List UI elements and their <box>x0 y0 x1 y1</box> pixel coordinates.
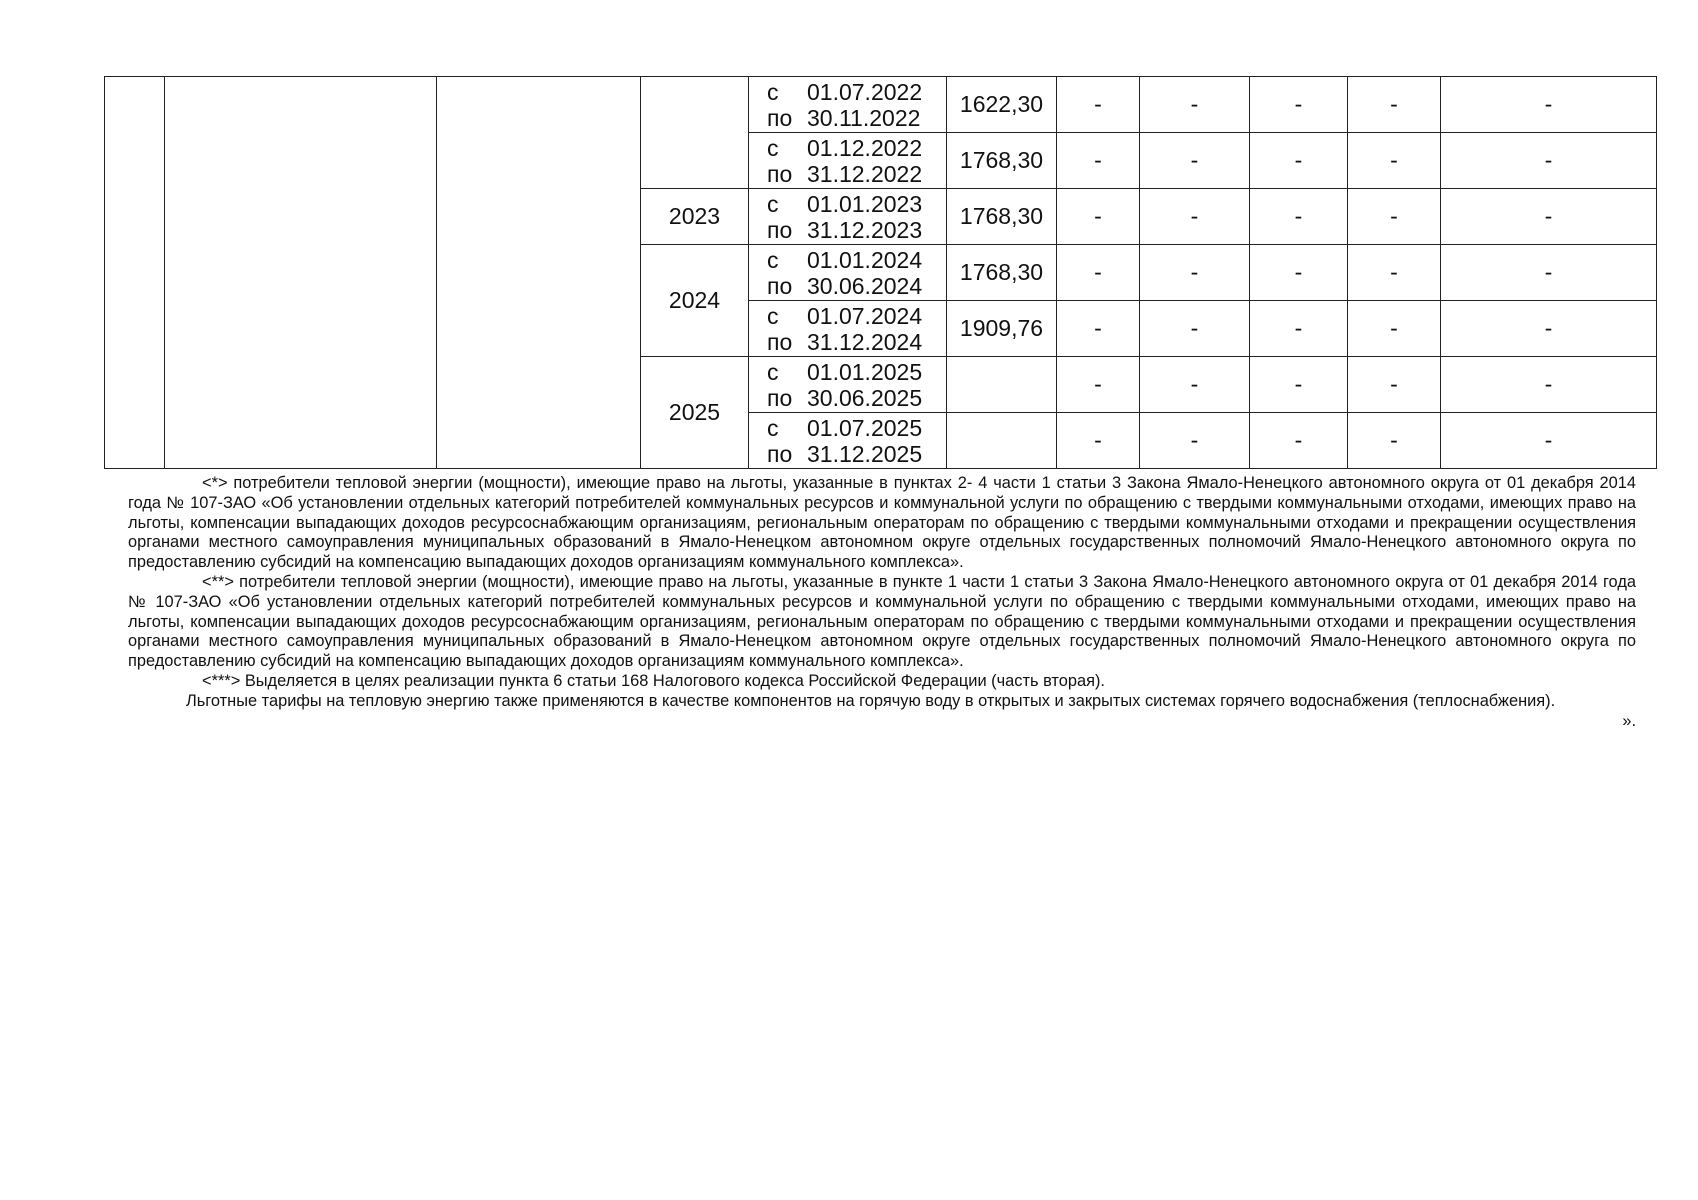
footnote-1: <*> потребители тепловой энергии (мощности), имеющие право на льготы, указанные в пунктах 2- 4 части 1 статьи 3 Закона Ямало-Ненецкого автономного округа от 01 декабря 2014 года № 107-ЗАО «Об установлении отдельных категорий потребителей коммунальных ресурсов и коммунальной услуги по обращению с твердыми коммунальными отходами, имеющих право на льготы, компенсации выпадающих доходов ресурсоснабжающим организациям, региональным операторам по обращению с твердыми коммунальными отходами и прекращении осуществления органами местного самоуправления муниципальных образований в Ямало-Ненецком автономном округе отдельных государственных полномочий Ямало-Ненецкого автономного округа по предоставлению субсидий на компенсацию выпадающих доходов организациям коммунального комплекса». <box>128 474 1636 572</box>
period-prefix: с <box>767 358 779 385</box>
empty-cell <box>165 77 437 469</box>
dash-cell: - <box>1441 357 1657 413</box>
dash-cell: - <box>1348 77 1441 133</box>
dash-cell: - <box>1348 301 1441 357</box>
period-from: 01.07.2022 <box>807 78 923 105</box>
dash-cell: - <box>1057 301 1140 357</box>
year-cell: 2024 <box>641 245 749 357</box>
dash-cell: - <box>1140 245 1250 301</box>
dash-cell: - <box>1250 189 1348 245</box>
period-to: 31.12.2023 <box>807 216 923 243</box>
dash-cell: - <box>1348 189 1441 245</box>
period-prefix: по <box>767 328 793 355</box>
dash-cell: - <box>1057 189 1140 245</box>
dash-cell: - <box>1348 245 1441 301</box>
period-prefix: с <box>767 302 779 329</box>
dash-cell: - <box>1250 357 1348 413</box>
empty-cell <box>437 77 641 469</box>
period-prefix: с <box>767 190 779 217</box>
period-cell <box>749 77 947 133</box>
dash-cell: - <box>1348 133 1441 189</box>
tariff-value <box>947 413 1057 469</box>
period-prefix: с <box>767 414 779 441</box>
dash-cell: - <box>1250 413 1348 469</box>
dash-cell: - <box>1441 189 1657 245</box>
dash-cell: - <box>1348 357 1441 413</box>
dash-cell: - <box>1250 301 1348 357</box>
period-prefix: по <box>767 440 793 467</box>
dash-cell: - <box>1057 77 1140 133</box>
footnote-2: <**> потребители тепловой энергии (мощности), имеющие право на льготы, указанные в пункте 1 части 1 статьи 3 Закона Ямало-Ненецкого автономного округа от 01 декабря 2014 года № 107-ЗАО «Об установлении отдельных категорий потребителей коммунальных ресурсов и коммунальной услуги по обращению с твердыми коммунальными отходами, имеющих право на льготы, компенсации выпадающих доходов ресурсоснабжающим организациям, региональным операторам по обращению с твердыми коммунальными отходами и прекращении осуществления органами местного самоуправления муниципальных образований в Ямало-Ненецком автономном округе отдельных государственных полномочий Ямало-Ненецкого автономного округа по предоставлению субсидий на компенсацию выпадающих доходов организациям коммунального комплекса». <box>128 572 1636 671</box>
dash-cell: - <box>1441 77 1657 133</box>
period-prefix: по <box>767 104 793 131</box>
period-cell <box>749 357 947 413</box>
period-to: 30.06.2024 <box>807 272 923 299</box>
period-from: 01.07.2024 <box>807 302 923 329</box>
dash-cell: - <box>1348 413 1441 469</box>
period-to: 30.11.2022 <box>807 104 921 131</box>
dash-cell: - <box>1441 245 1657 301</box>
tariff-value: 1909,76 <box>947 301 1057 357</box>
year-cell: 2023 <box>641 189 749 245</box>
dash-cell: - <box>1250 245 1348 301</box>
period-prefix: по <box>767 216 793 243</box>
period-prefix: с <box>767 246 779 273</box>
period-from: 01.01.2024 <box>807 246 923 273</box>
dash-cell: - <box>1441 413 1657 469</box>
period-to: 31.12.2022 <box>807 160 923 187</box>
dash-cell: - <box>1057 357 1140 413</box>
period-cell <box>749 133 947 189</box>
period-prefix: с <box>767 134 779 161</box>
empty-cell <box>105 77 165 469</box>
dash-cell: - <box>1140 357 1250 413</box>
period-from: 01.01.2023 <box>807 190 923 217</box>
period-from: 01.01.2025 <box>807 358 923 385</box>
tariff-value: 1768,30 <box>947 245 1057 301</box>
period-cell <box>749 245 947 301</box>
dash-cell: - <box>1057 245 1140 301</box>
tariff-value <box>947 357 1057 413</box>
dash-cell: - <box>1441 133 1657 189</box>
closing-paragraph: Льготные тарифы на тепловую энергию также применяются в качестве компонентов на горячую воду в открытых и закрытых системах горячего водоснабжения (теплоснабжения). <box>186 691 1556 710</box>
dash-cell: - <box>1057 133 1140 189</box>
tariff-value: 1622,30 <box>947 77 1057 133</box>
dash-cell: - <box>1057 413 1140 469</box>
period-cell <box>749 301 947 357</box>
dash-cell: - <box>1140 301 1250 357</box>
period-prefix: по <box>767 272 793 299</box>
table-row <box>105 77 1657 133</box>
closing-mark-line <box>128 712 1636 732</box>
period-to: 31.12.2024 <box>807 328 923 355</box>
period-prefix: по <box>767 160 793 187</box>
period-to: 31.12.2025 <box>807 440 923 467</box>
period-from: 01.07.2025 <box>807 414 923 441</box>
period-from: 01.12.2022 <box>807 134 923 161</box>
dash-cell: - <box>1441 301 1657 357</box>
tariff-value: 1768,30 <box>947 133 1057 189</box>
dash-cell: - <box>1140 413 1250 469</box>
year-cell <box>641 77 749 189</box>
dash-cell: - <box>1250 77 1348 133</box>
closing-mark: ». <box>1622 711 1636 730</box>
period-prefix: с <box>767 78 779 105</box>
footnote-3: <***> Выделяется в целях реализации пункта 6 статьи 168 Налогового кодекса Российской Федерации (часть вторая). <box>202 671 1105 690</box>
dash-cell: - <box>1140 189 1250 245</box>
dash-cell: - <box>1140 133 1250 189</box>
period-prefix: по <box>767 384 793 411</box>
period-to: 30.06.2025 <box>807 384 923 411</box>
dash-cell: - <box>1250 133 1348 189</box>
period-cell <box>749 413 947 469</box>
tariff-table <box>104 76 1657 469</box>
dash-cell: - <box>1140 77 1250 133</box>
period-cell <box>749 189 947 245</box>
tariff-value: 1768,30 <box>947 189 1057 245</box>
footnotes <box>128 474 1636 731</box>
year-cell: 2025 <box>641 357 749 469</box>
